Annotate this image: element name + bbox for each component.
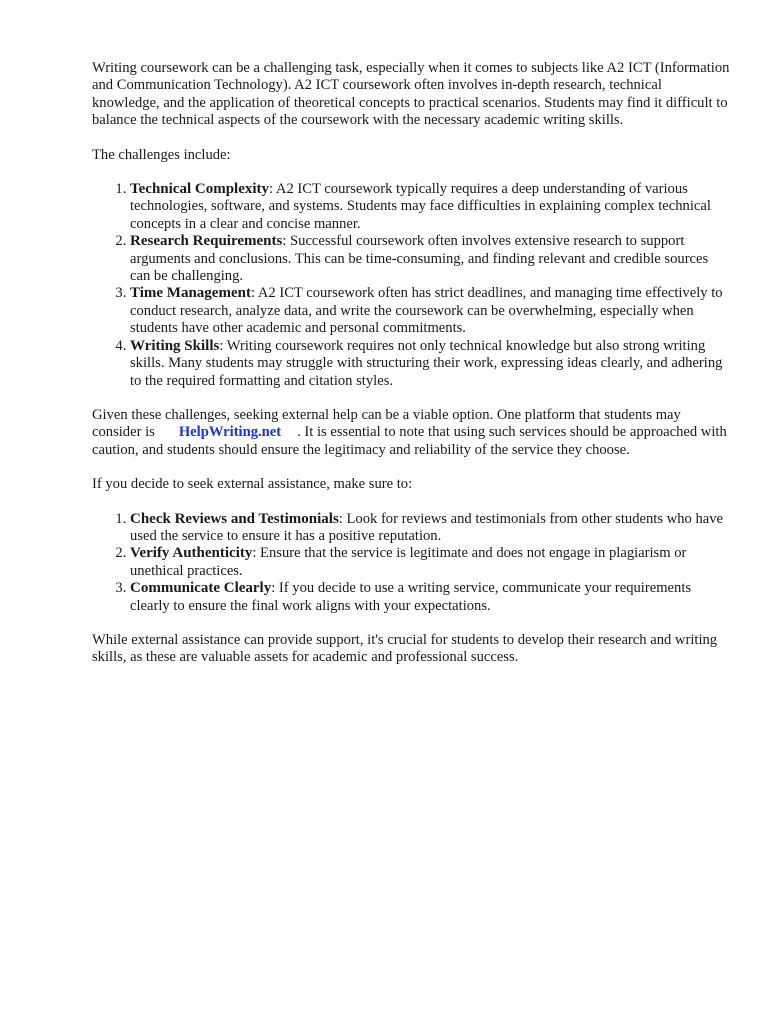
document-page [92,60,732,684]
list-item-text: : If you decide to use a writing service, communicate your requirements clearly to ensure the final work aligns with your expectations. [130,580,692,614]
list-item [130,545,732,580]
help-text-before: Given these challenges, seeking external help can be a viable option. One platform that students may consider is [92,406,681,441]
tips-list [92,511,732,615]
list-item [130,233,732,285]
help-text-after: . It is essential to note that using such services should be approached with caution, and students should ensure the legitimacy and reliability of the service they choose. [92,424,727,458]
list-item-term: Technical Complexity [130,181,270,198]
challenges-list [92,181,732,390]
list-item-term: Verify Authenticity [130,545,253,562]
list-item-text: : Successful coursework often involves extensive research to support arguments and conclusions. This can be time-consuming, and finding relevant and credible sources can be challenging. [130,233,709,285]
list-item-text: : A2 ICT coursework often has strict deadlines, and managing time effectively to conduct research, analyze data, and write the coursework can be overwhelming, especially when students have other academic and personal commitments. [130,285,723,337]
challenges-heading: The challenges include: [92,146,231,163]
list-item-term: Check Reviews and Testimonials [130,510,339,527]
list-item-text: : Look for reviews and testimonials from other students who have used the service to ensure it has a positive reputation. [130,510,724,544]
list-item [130,285,732,337]
list-item-term: Research Requirements [130,233,283,250]
list-item [130,181,732,233]
list-item-term: Time Management [130,285,251,302]
list-item-text: : A2 ICT coursework typically requires a deep understanding of various technologies, software, and systems. Students may face difficulties in explaining complex technical concepts in a clear and concise manner. [130,181,711,232]
list-item [130,338,732,390]
list-item [130,580,732,615]
list-item-term: Writing Skills [130,337,220,354]
list-item-text: : Writing coursework requires not only technical knowledge but also strong writing skills. Many students may struggle with structuring their work, expressing ideas clearly, and adhering to the required formatting and citation styles. [130,337,723,389]
assist-heading: If you decide to seek external assistance, make sure to: [92,476,413,493]
list-item-text: : Ensure that the service is legitimate and does not engage in plagiarism or unethical practices. [130,545,687,579]
conclusion-paragraph: While external assistance can provide support, it's crucial for students to develop their research and writing skills, as these are valuable assets for academic and professional success. [92,631,718,666]
help-paragraph [92,407,732,459]
list-item-term: Communicate Clearly [130,580,272,597]
helpwriting-link[interactable]: HelpWriting.net [178,424,282,441]
intro-paragraph: Writing coursework can be a challenging task, especially when it comes to subjects like A2 ICT (Information and Communication Technology). A2 ICT coursework often involves in-depth research, technical knowledge, and the application of theoretical concepts to practical scenarios. Students may find it difficult to balance the technical aspects of the coursework with the necessary academic writing skills. [92,60,730,129]
list-item [130,511,732,546]
